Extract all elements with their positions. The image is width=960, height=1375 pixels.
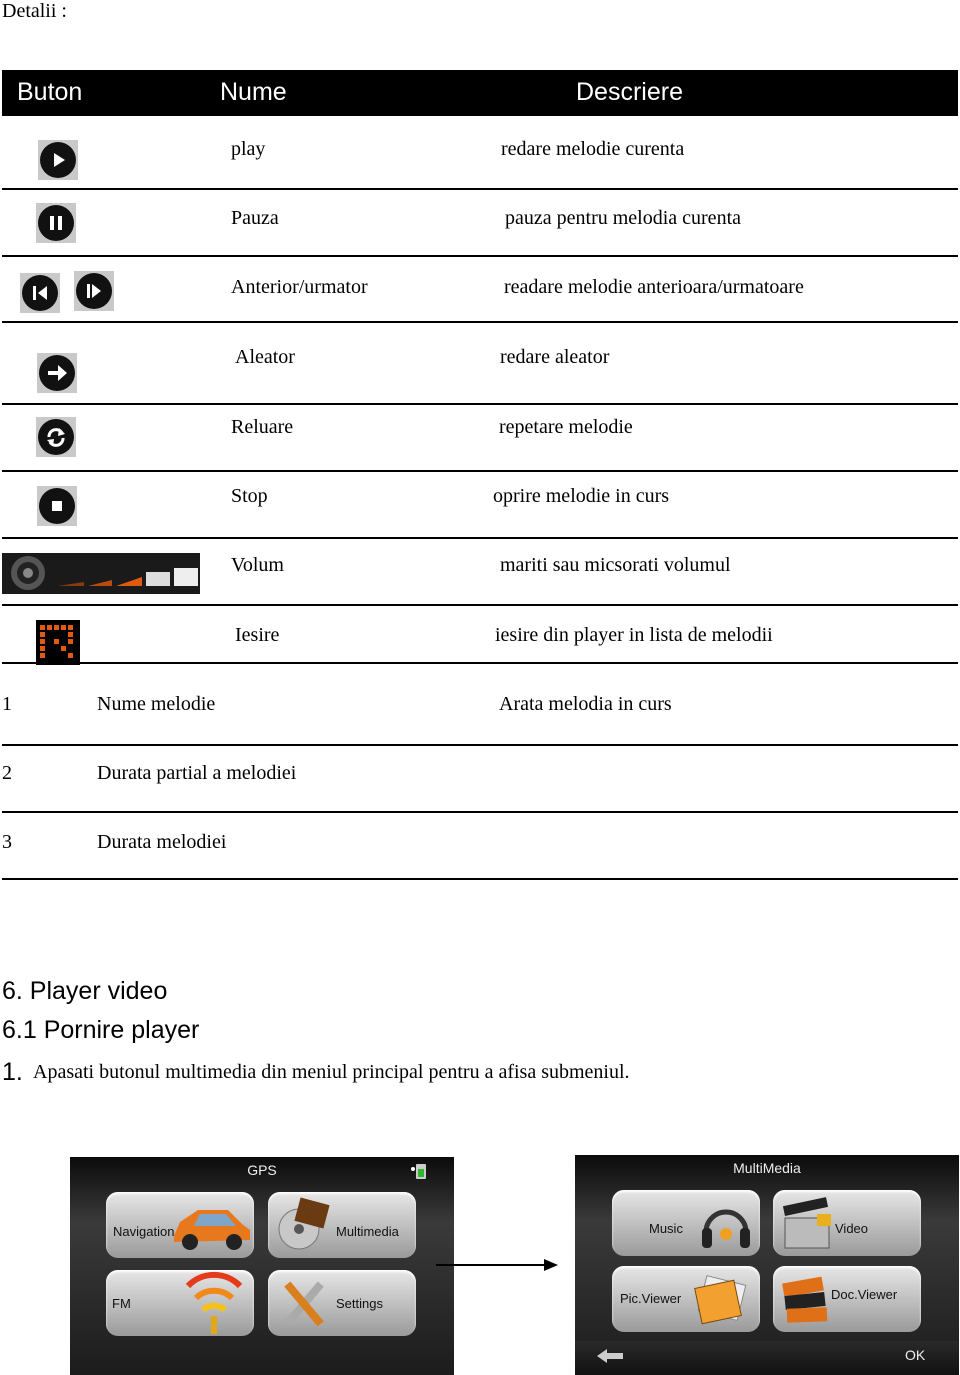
tools-icon <box>276 1276 332 1332</box>
arrow-icon <box>434 1255 560 1275</box>
picture-icon <box>692 1270 756 1330</box>
battery-icon <box>408 1161 434 1181</box>
fm-tile[interactable] <box>106 1270 254 1336</box>
row-divider <box>2 811 958 813</box>
step-text: Apasati butonul multimedia din meniul principal pentru a afisa submeniul. <box>33 1061 630 1083</box>
row-description: oprire melodie in curs <box>493 485 670 507</box>
row-description: mariti sau micsorati volumul <box>500 554 731 576</box>
row-description: repetare melodie <box>499 416 633 438</box>
navigation-tile[interactable] <box>106 1192 254 1258</box>
document-stack-icon <box>779 1270 837 1330</box>
headphones-icon <box>696 1194 756 1254</box>
header-button: Buton <box>17 78 83 106</box>
row-name: Aleator <box>235 346 295 368</box>
row-name: Iesire <box>235 624 280 646</box>
row-name: Stop <box>231 485 268 507</box>
header-name: Nume <box>220 78 287 106</box>
multimedia-menu-screenshot <box>575 1155 959 1375</box>
row-name: Pauza <box>231 207 279 229</box>
row-description: Arata melodia in curs <box>499 693 672 715</box>
previous-icon <box>20 273 60 313</box>
details-heading: Detalii : <box>2 0 67 22</box>
row-divider <box>2 403 958 405</box>
row-description: iesire din player in lista de melodii <box>495 624 773 646</box>
tile-label: Doc.Viewer <box>831 1287 898 1302</box>
step-number: 1. <box>2 1058 23 1086</box>
row-description: pauza pentru melodia curenta <box>505 207 741 229</box>
tile-label: Music <box>649 1221 683 1236</box>
row-divider <box>2 470 958 472</box>
row-description: readare melodie anterioara/urmatoare <box>504 276 804 298</box>
header-description: Descriere <box>576 78 683 106</box>
row-divider <box>2 188 958 190</box>
settings-tile[interactable] <box>268 1270 416 1336</box>
tile-label: Video <box>835 1221 869 1236</box>
video-tile[interactable] <box>773 1190 921 1256</box>
pic-viewer-tile[interactable] <box>612 1266 760 1332</box>
row-divider <box>2 604 958 606</box>
doc-viewer-tile[interactable] <box>773 1266 921 1332</box>
row-name: Reluare <box>231 416 294 438</box>
car-icon <box>170 1200 252 1252</box>
row-number: 2 <box>2 762 12 784</box>
row-name: Volum <box>231 554 284 576</box>
row-divider <box>2 321 958 323</box>
row-divider <box>2 255 958 257</box>
section-subtitle: 6.1 Pornire player <box>2 1016 200 1044</box>
row-divider <box>2 537 958 539</box>
row-name: Durata partial a melodiei <box>97 762 297 784</box>
radio-waves-icon <box>184 1270 244 1336</box>
row-name: play <box>231 138 266 160</box>
repeat-icon <box>36 417 76 457</box>
tile-label: FM <box>112 1296 131 1311</box>
exit-icon <box>36 620 80 665</box>
tile-label: Pic.Viewer <box>620 1291 682 1306</box>
table-header <box>2 70 958 116</box>
row-name: Anterior/urmator <box>231 276 368 298</box>
gps-menu-screenshot <box>70 1157 454 1375</box>
bottom-bar <box>575 1341 959 1375</box>
row-divider <box>2 744 958 746</box>
play-icon <box>38 140 78 180</box>
multimedia-icon <box>273 1195 333 1255</box>
shuffle-icon <box>37 353 77 393</box>
gps-title: GPS <box>247 1162 277 1178</box>
multimedia-tile[interactable] <box>268 1192 416 1258</box>
pause-icon <box>36 203 76 243</box>
next-icon <box>74 271 114 311</box>
section-title: 6. Player video <box>2 977 168 1005</box>
row-divider <box>2 662 958 664</box>
tile-label: Multimedia <box>336 1224 399 1239</box>
row-name: Nume melodie <box>97 693 216 715</box>
row-name: Durata melodiei <box>97 831 227 853</box>
tile-label: Settings <box>336 1296 383 1311</box>
back-arrow-icon[interactable] <box>595 1347 625 1365</box>
clapperboard-icon <box>779 1194 839 1254</box>
multimedia-title: MultiMedia <box>733 1160 801 1176</box>
stop-icon <box>37 486 77 526</box>
music-tile[interactable] <box>612 1190 760 1256</box>
row-description: redare melodie curenta <box>501 138 685 160</box>
row-divider <box>2 878 958 880</box>
volume-bar-icon <box>2 553 200 594</box>
row-number: 3 <box>2 831 12 853</box>
ok-button[interactable]: OK <box>905 1347 926 1363</box>
tile-label: Navigation <box>113 1224 175 1239</box>
row-description: redare aleator <box>500 346 610 368</box>
row-number: 1 <box>2 693 12 715</box>
